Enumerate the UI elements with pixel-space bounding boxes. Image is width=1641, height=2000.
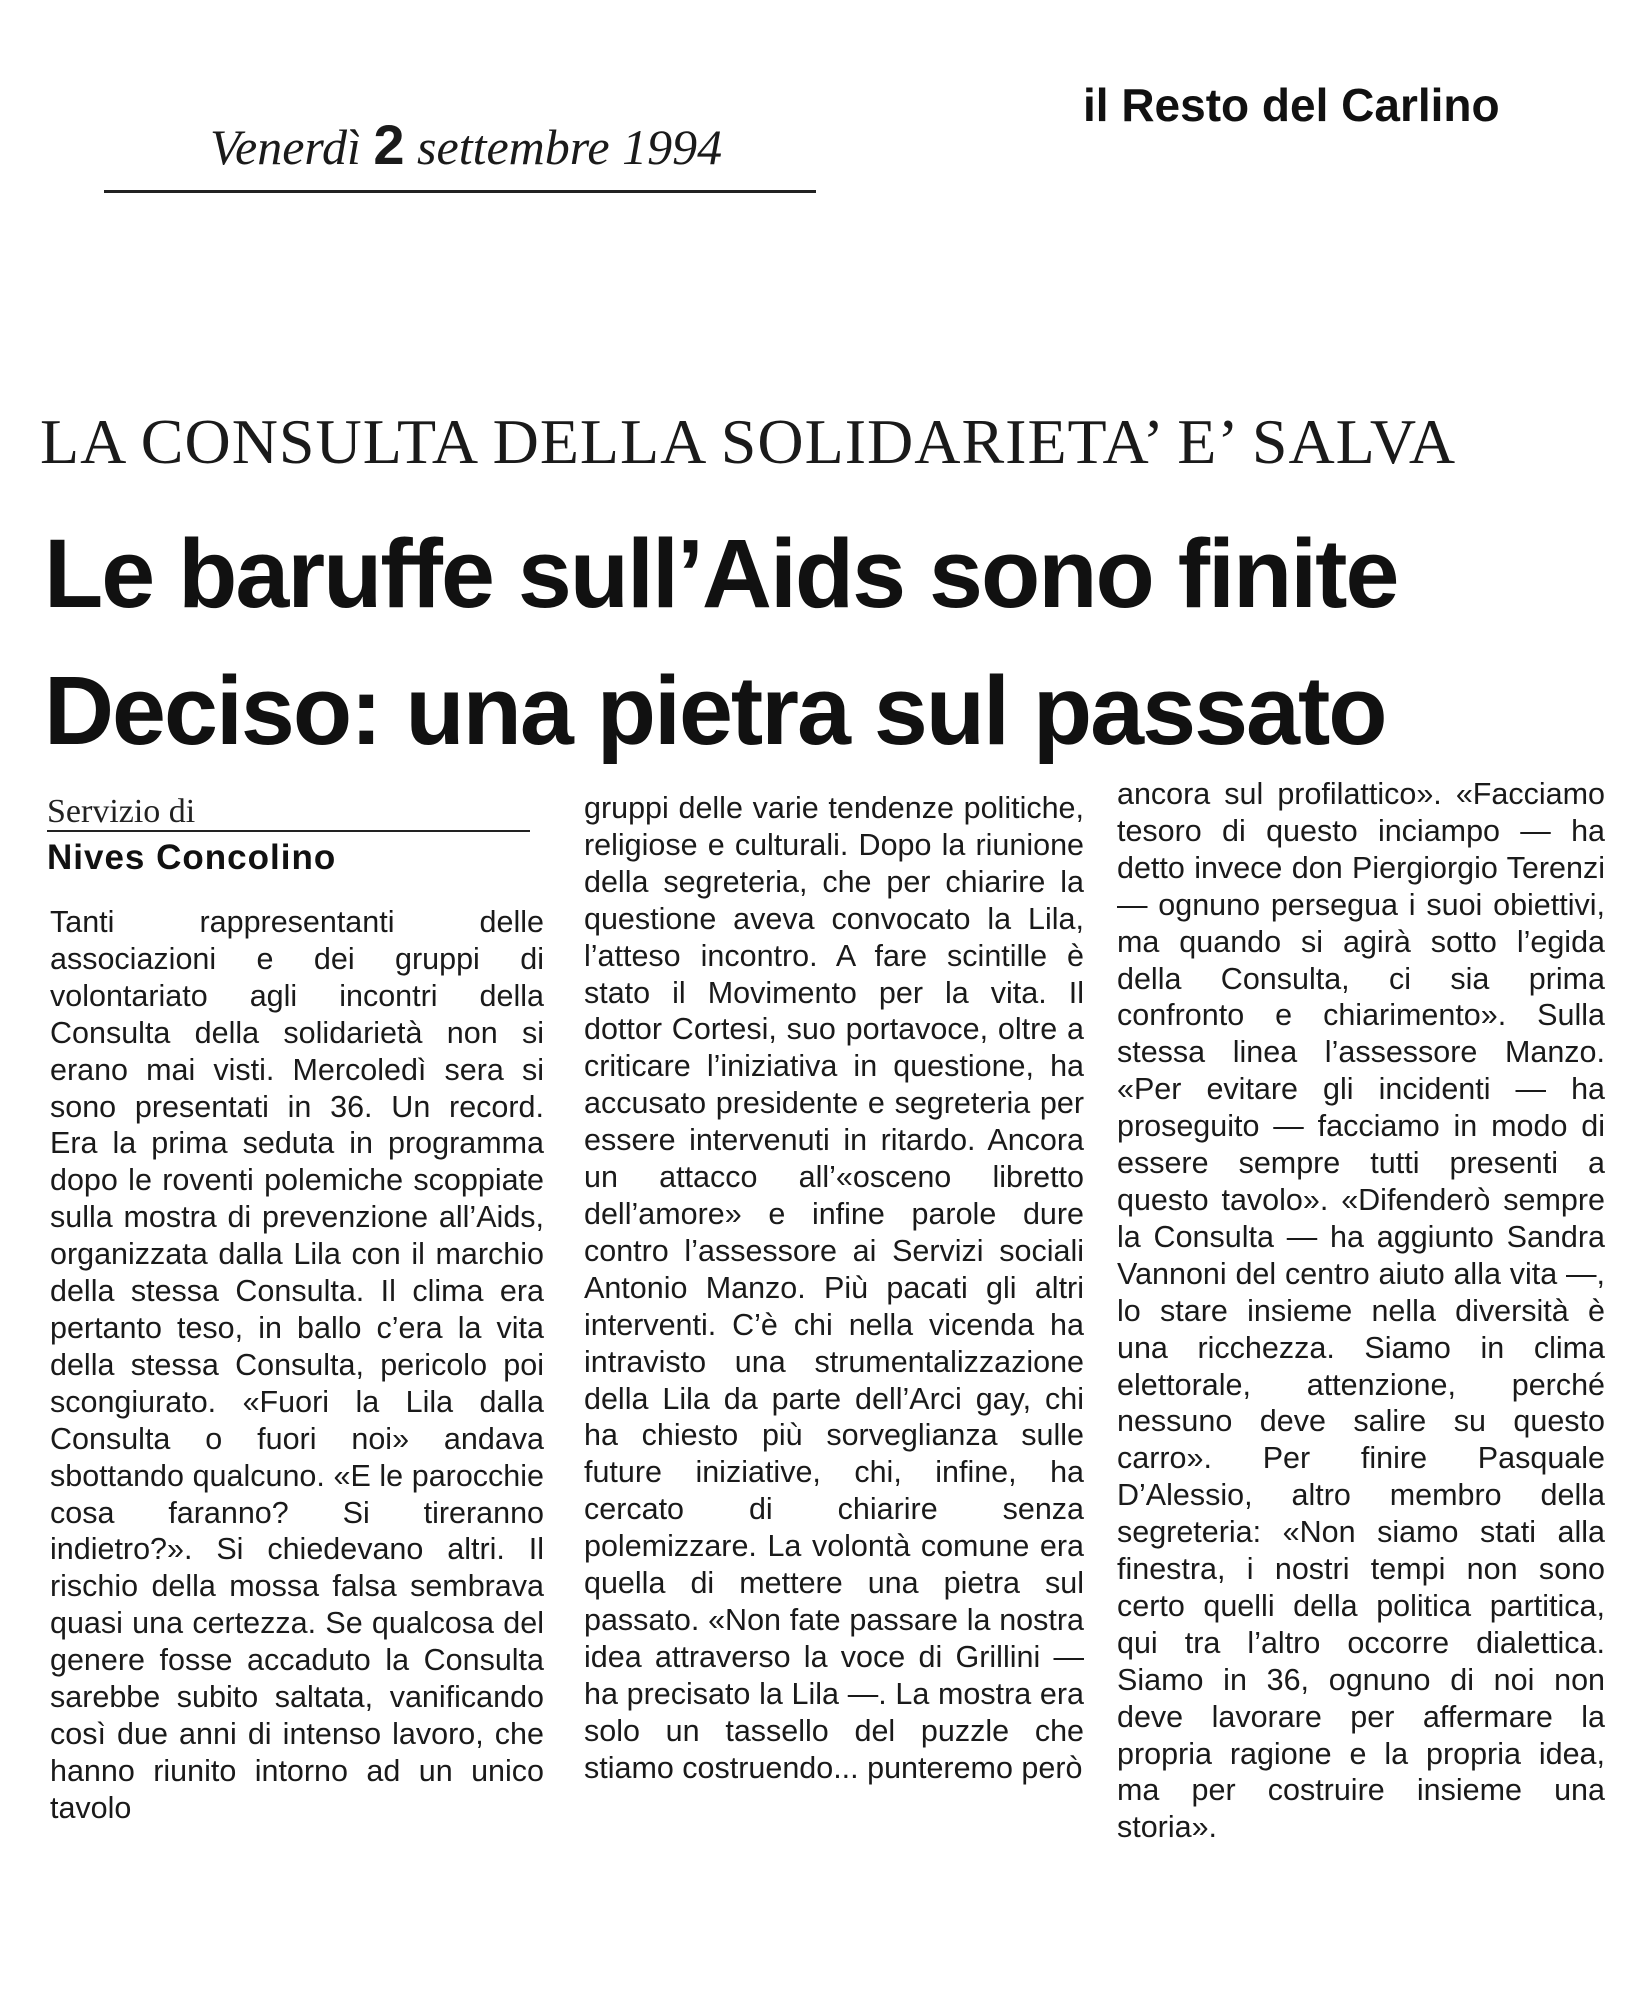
article-column-3: ancora sul profilattico». «Facciamo tesoro di questo inciampo — ha detto invece don Piergiorgio Terenzi — ognuno persegua i suoi obiettivi, ma quando si agirà sotto l’egida della Consulta, ci sia prima confronto e chiarimento». Sulla stessa linea l’assessore Manzo. «Per evitare gli incidenti — ha proseguito — facciamo in modo di essere sempre tutti presenti a questo tavolo». «Difenderò sempre la Consulta — ha aggiunto Sandra Vannoni del centro aiuto alla vita —, lo stare insieme nella diversità è una ricchezza. Siamo in clima elettorale, attenzione, perché nessuno deve salire su questo carro». Per finire Pasquale D’Alessio, altro membro della segreteria: «Non siamo stati alla finestra, i nostri tempi non sono certo quelli della politica partitica, qui tra l’altro occorre dialettica. Siamo in 36, ognuno di noi non deve lavorare per affermare la propria ragione e la propria idea, ma per costruire insieme una storia».: [1117, 777, 1605, 1845]
kicker: LA CONSULTA DELLA SOLIDARIETA’ E’ SALVA: [40, 406, 1457, 477]
masthead-date: [210, 112, 722, 177]
article-column-1: Tanti rappresentanti delle associazioni e dei gruppi di volontariato agli incontri della Consulta della solidarietà non si erano mai visti. Mercoledì sera si sono presentati in 36. Un record. Era la prima seduta in programma dopo le roventi polemiche scoppiate sulla mostra di prevenzione all’Aids, organizzata dalla Lila con il marchio della stessa Consulta. Il clima era pertanto teso, in ballo c’era la vita della stessa Consulta, pericolo poi scongiurato. «Fuori la Lila dalla Consulta o fuori noi» andava sbottando qualcuno. «E le parocchie cosa faranno? Si tireranno indietro?». Si chiedevano altri. Il rischio della mossa falsa sembrava quasi una certezza. Se qualcosa del genere fosse accaduto la Consulta sarebbe subito saltata, vanificando così due anni di intenso lavoro, che hanno riunito intorno ad un unico tavolo: [50, 905, 544, 1825]
date-rule: [104, 190, 816, 193]
newspaper-name: il Resto del Carlino: [1083, 79, 1500, 131]
headline-line-1: Le baruffe sull’Aids sono finite: [44, 519, 1398, 628]
date-weekday: Venerdì: [210, 119, 361, 175]
date-month-year: settembre 1994: [417, 119, 723, 175]
service-label: Servizio di: [47, 793, 196, 830]
byline-rule: [47, 830, 530, 832]
date-day: 2: [373, 113, 405, 176]
headline-line-2: Deciso: una pietra sul passato: [44, 656, 1386, 765]
author-byline: Nives Concolino: [47, 838, 337, 877]
article-column-2: gruppi delle varie tendenze politiche, religiose e culturali. Dopo la riunione della segreteria, che per chiarire la questione aveva convocato la Lila, l’atteso incontro. A fare scintille è stato il Movimento per la vita. Il dottor Cortesi, suo portavoce, oltre a criticare l’iniziativa in questione, ha accusato presidente e segreteria per essere intervenuti in ritardo. Ancora un attacco all’«osceno libretto dell’amore» e infine parole dure contro l’assessore ai Servizi sociali Antonio Manzo. Più pacati gli altri interventi. C’è chi nella vicenda ha intravisto una strumentalizzazione della Lila da parte dell’Arci gay, chi ha chiesto più sorveglianza sulle future iniziative, chi, infine, ha cercato di chiarire senza polemizzare. La volontà comune era quella di mettere una pietra sul passato. «Non fate passare la nostra idea attraverso la voce di Grillini — ha precisato la Lila —. La mostra era solo un tassello del puzzle che stiamo costruendo... punteremo però: [584, 791, 1084, 1785]
